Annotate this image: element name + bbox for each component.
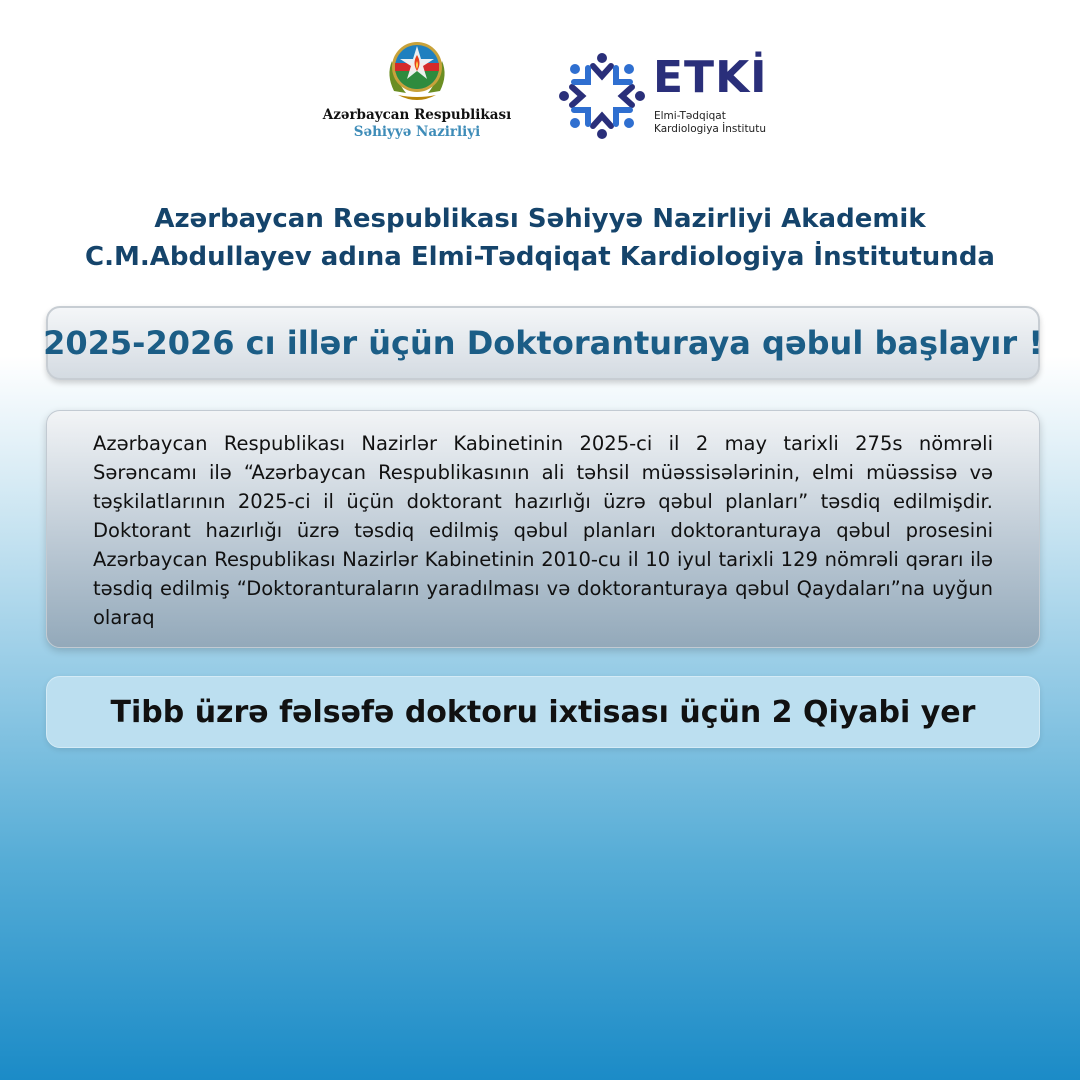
ministry-name-line2: Səhiyyə Nazirliyi (353, 124, 481, 140)
etki-people-ring-icon (556, 50, 648, 142)
institute-logo (556, 50, 796, 150)
ministry-name-line1: Azərbaycan Respublikası (322, 107, 512, 123)
body-text-box (46, 410, 1040, 648)
institute-abbreviation: ETKİ (653, 52, 768, 103)
page-headline (40, 200, 1040, 276)
azerbaijan-state-emblem-icon (384, 35, 450, 105)
announcement-banner (43, 306, 1043, 380)
body-text: Azərbaycan Respublikası Nazirlər Kabinetinin 2025-ci il 2 may tarixli 275s nömrəli Sərəncamı ilə “Azərbaycan Respublikasının ali təhsil müəssisələrinin, elmi müəssisə və təşkilatlarının 2025-ci il üçün doktorant hazırlığı üzrə qəbul planları” təsdiq edilmişdir. Doktorant hazırlığı üzrə təsdiq edilmiş qəbul planları doktoranturaya qəbul prosesini Azərbaycan Respublikası Nazirlər Kabinetinin 2010-cu il 10 iyul tarixli 129 nömrəli qərarı ilə təsdiq edilmiş “Doktoranturaların yaradılması və doktoranturaya qəbul Qaydaları”na uyğun olaraq (93, 432, 993, 629)
ministry-logo (322, 35, 512, 155)
seats-text: Tibb üzrə fəlsəfə doktoru ixtisası üçün 2 Qiyabi yer (110, 694, 976, 730)
seats-banner (46, 676, 1040, 748)
logo-header (0, 30, 1080, 160)
institute-subtitle-line2: Kardiologiya İnstitutu (654, 123, 766, 135)
institute-subtitle (654, 110, 766, 136)
headline-line2: C.M.Abdullayev adına Elmi-Tədqiqat Kardiologiya İnstitutunda (85, 242, 995, 272)
headline-line1: Azərbaycan Respublikası Səhiyyə Nazirliyi Akademik (154, 204, 926, 234)
institute-subtitle-line1: Elmi-Tədqiqat (654, 110, 726, 122)
announcement-text: 2025-2026 cı illər üçün Doktoranturaya qəbul başlayır ! (43, 324, 1043, 362)
